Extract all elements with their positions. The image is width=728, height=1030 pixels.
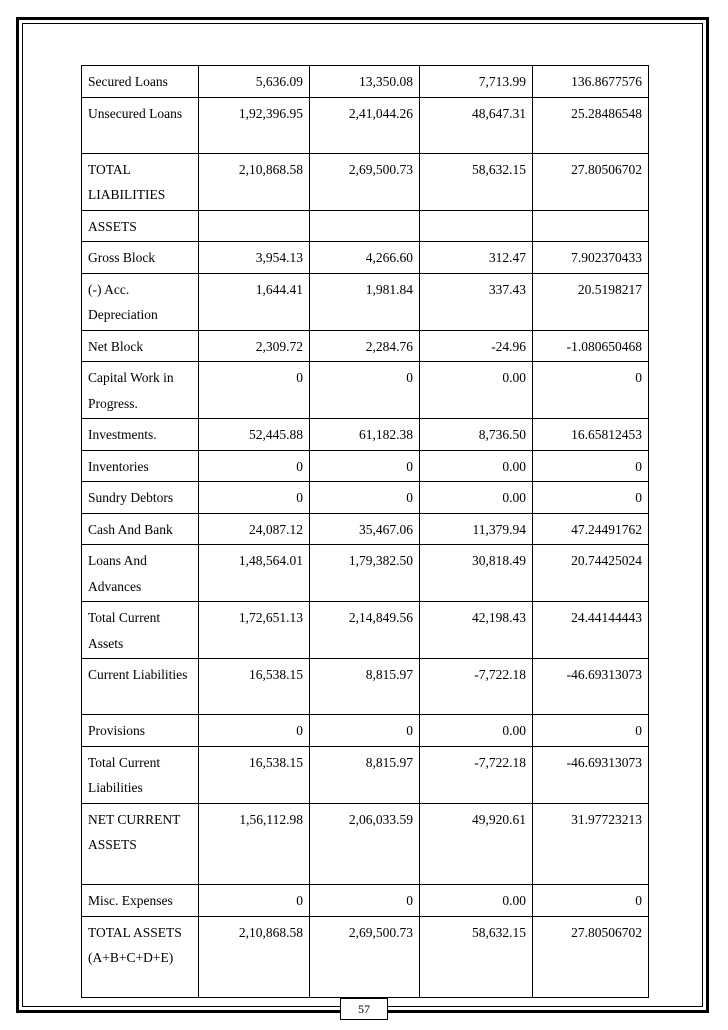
percent-change-value: 27.80506702 (533, 153, 649, 210)
previous-year-value (199, 210, 310, 242)
row-label: Net Block (82, 330, 199, 362)
previous-year-value: 1,644.41 (199, 273, 310, 330)
row-label: Secured Loans (82, 66, 199, 98)
current-year-value: 4,266.60 (310, 242, 420, 274)
current-year-value: 0 (310, 482, 420, 514)
row-label: TOTAL ASSETS (A+B+C+D+E) (82, 916, 199, 998)
current-year-value: 0 (310, 885, 420, 917)
absolute-change-value: 49,920.61 (420, 803, 533, 885)
absolute-change-value: 58,632.15 (420, 916, 533, 998)
previous-year-value: 16,538.15 (199, 746, 310, 803)
row-label: Cash And Bank (82, 513, 199, 545)
absolute-change-value: 30,818.49 (420, 545, 533, 602)
absolute-change-value (420, 210, 533, 242)
current-year-value: 13,350.08 (310, 66, 420, 98)
table-row (82, 659, 649, 715)
previous-year-value: 2,10,868.58 (199, 153, 310, 210)
current-year-value: 8,815.97 (310, 746, 420, 803)
percent-change-value: 47.24491762 (533, 513, 649, 545)
previous-year-value: 2,309.72 (199, 330, 310, 362)
percent-change-value (533, 210, 649, 242)
current-year-value: 0 (310, 450, 420, 482)
previous-year-value: 0 (199, 450, 310, 482)
absolute-change-value: 11,379.94 (420, 513, 533, 545)
percent-change-value: 0 (533, 715, 649, 747)
percent-change-value: 0 (533, 482, 649, 514)
absolute-change-value: 0.00 (420, 450, 533, 482)
percent-change-value: 27.80506702 (533, 916, 649, 998)
percent-change-value: 31.97723213 (533, 803, 649, 885)
table-row (82, 242, 649, 274)
row-label: Gross Block (82, 242, 199, 274)
row-label: ASSETS (82, 210, 199, 242)
percent-change-value: 136.8677576 (533, 66, 649, 98)
table-row (82, 513, 649, 545)
table-row (82, 66, 649, 98)
previous-year-value: 1,92,396.95 (199, 97, 310, 153)
row-label: Provisions (82, 715, 199, 747)
table-row (82, 602, 649, 659)
table-row (82, 803, 649, 885)
table-row (82, 273, 649, 330)
row-label: Loans And Advances (82, 545, 199, 602)
percent-change-value: 7.902370433 (533, 242, 649, 274)
previous-year-value: 2,10,868.58 (199, 916, 310, 998)
current-year-value: 2,69,500.73 (310, 916, 420, 998)
percent-change-value: 20.5198217 (533, 273, 649, 330)
percent-change-value: 0 (533, 885, 649, 917)
previous-year-value: 0 (199, 362, 310, 419)
percent-change-value: -46.69313073 (533, 659, 649, 715)
percent-change-value: -46.69313073 (533, 746, 649, 803)
previous-year-value: 0 (199, 482, 310, 514)
table-row (82, 450, 649, 482)
table-row (82, 419, 649, 451)
percent-change-value: -1.080650468 (533, 330, 649, 362)
row-label: Capital Work in Progress. (82, 362, 199, 419)
balance-sheet-body (82, 66, 649, 998)
previous-year-value: 0 (199, 715, 310, 747)
absolute-change-value: 0.00 (420, 362, 533, 419)
table-row (82, 482, 649, 514)
row-label: Investments. (82, 419, 199, 451)
previous-year-value: 16,538.15 (199, 659, 310, 715)
absolute-change-value: 8,736.50 (420, 419, 533, 451)
previous-year-value: 24,087.12 (199, 513, 310, 545)
table-row (82, 885, 649, 917)
table-row (82, 97, 649, 153)
absolute-change-value: 0.00 (420, 715, 533, 747)
current-year-value: 0 (310, 715, 420, 747)
absolute-change-value: -24.96 (420, 330, 533, 362)
table-row (82, 153, 649, 210)
percent-change-value: 20.74425024 (533, 545, 649, 602)
absolute-change-value: -7,722.18 (420, 659, 533, 715)
percent-change-value: 0 (533, 450, 649, 482)
balance-sheet-table (81, 65, 649, 998)
percent-change-value: 25.28486548 (533, 97, 649, 153)
row-label: Total Current Assets (82, 602, 199, 659)
current-year-value: 8,815.97 (310, 659, 420, 715)
absolute-change-value: 48,647.31 (420, 97, 533, 153)
percent-change-value: 24.44144443 (533, 602, 649, 659)
percent-change-value: 16.65812453 (533, 419, 649, 451)
absolute-change-value: 42,198.43 (420, 602, 533, 659)
absolute-change-value: 0.00 (420, 885, 533, 917)
current-year-value: 1,981.84 (310, 273, 420, 330)
row-label: TOTAL LIABILITIES (82, 153, 199, 210)
previous-year-value: 1,48,564.01 (199, 545, 310, 602)
table-row (82, 746, 649, 803)
absolute-change-value: 7,713.99 (420, 66, 533, 98)
previous-year-value: 52,445.88 (199, 419, 310, 451)
absolute-change-value: -7,722.18 (420, 746, 533, 803)
row-label: Total Current Liabilities (82, 746, 199, 803)
absolute-change-value: 0.00 (420, 482, 533, 514)
absolute-change-value: 58,632.15 (420, 153, 533, 210)
previous-year-value: 1,56,112.98 (199, 803, 310, 885)
current-year-value (310, 210, 420, 242)
previous-year-value: 1,72,651.13 (199, 602, 310, 659)
current-year-value: 61,182.38 (310, 419, 420, 451)
row-label: (-) Acc. Depreciation (82, 273, 199, 330)
current-year-value: 2,284.76 (310, 330, 420, 362)
current-year-value: 0 (310, 362, 420, 419)
page-number: 57 (340, 998, 388, 1020)
table-row (82, 545, 649, 602)
current-year-value: 1,79,382.50 (310, 545, 420, 602)
current-year-value: 2,41,044.26 (310, 97, 420, 153)
current-year-value: 2,06,033.59 (310, 803, 420, 885)
row-label: Unsecured Loans (82, 97, 199, 153)
table-row (82, 210, 649, 242)
row-label: Current Liabilities (82, 659, 199, 715)
table-row (82, 362, 649, 419)
table-row (82, 715, 649, 747)
absolute-change-value: 337.43 (420, 273, 533, 330)
current-year-value: 2,69,500.73 (310, 153, 420, 210)
previous-year-value: 3,954.13 (199, 242, 310, 274)
previous-year-value: 5,636.09 (199, 66, 310, 98)
percent-change-value: 0 (533, 362, 649, 419)
row-label: Inventories (82, 450, 199, 482)
table-row (82, 916, 649, 998)
current-year-value: 2,14,849.56 (310, 602, 420, 659)
row-label: Misc. Expenses (82, 885, 199, 917)
previous-year-value: 0 (199, 885, 310, 917)
absolute-change-value: 312.47 (420, 242, 533, 274)
row-label: NET CURRENT ASSETS (82, 803, 199, 885)
table-row (82, 330, 649, 362)
current-year-value: 35,467.06 (310, 513, 420, 545)
row-label: Sundry Debtors (82, 482, 199, 514)
